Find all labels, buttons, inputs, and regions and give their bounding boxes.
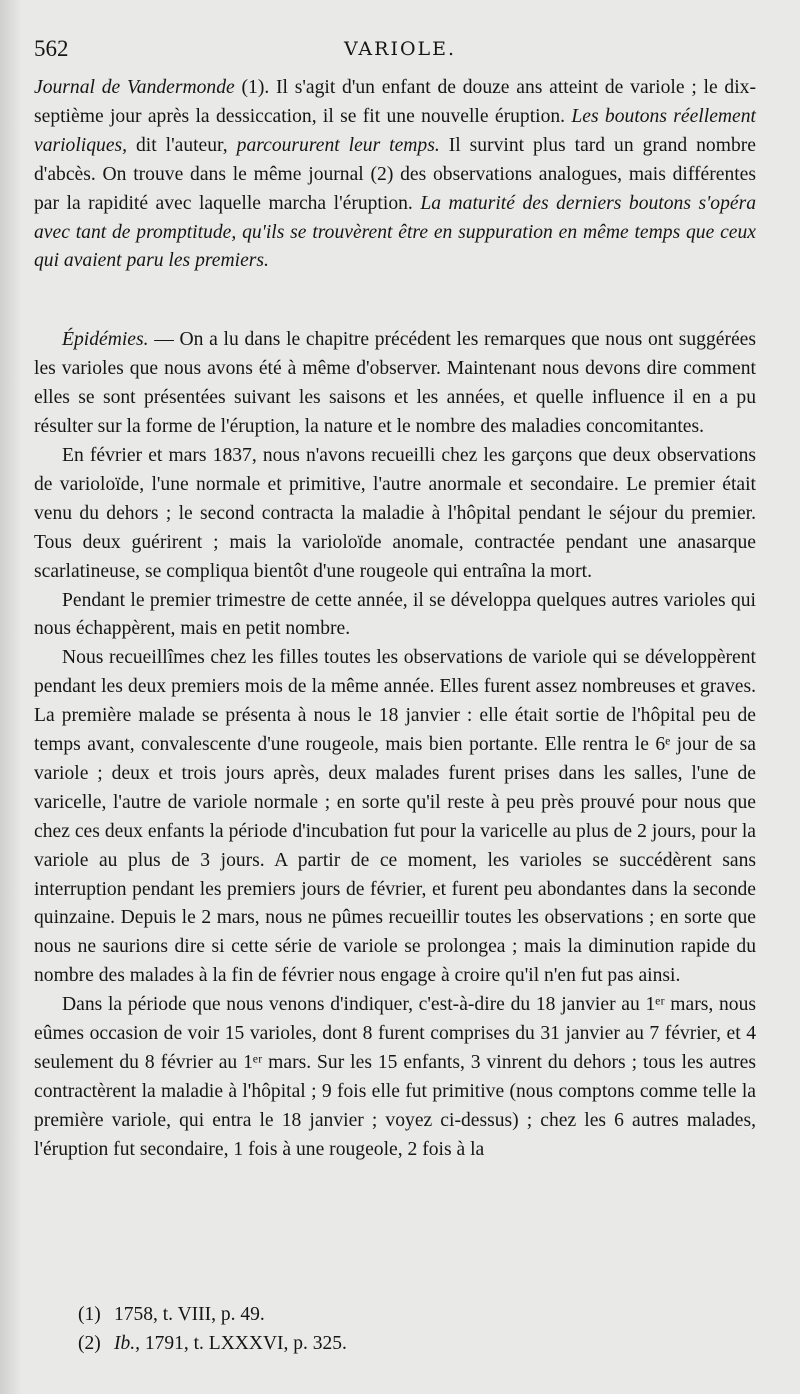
section-heading-epidemies: Épidémies. [62, 329, 149, 351]
page-header [34, 36, 760, 66]
paragraph-6: Dans la période que nous venons d'indiquer, c'est-à-dire du 18 janvier au 1ᵉʳ mars, nous eûmes occasion de voir 15 varioles, dont 8 furent comprises du 31 janvier au 7 février, et 4 seulement du 8 février au 1ᵉʳ mars. Sur les 15 enfants, 3 vinrent du dehors ; tous les autres contractèrent la maladie à l'hôpital ; 9 fois elle fut primitive (nous comptons comme telle la première variole, qui entra le 18 janvier ; voyez ci-dessus) ; chez les 6 autres malades, l'éruption fut secondaire, 1 fois à une rougeole, 2 fois à la [34, 994, 756, 1160]
footnote-abbrev: Ib., [114, 1333, 140, 1354]
journal-title: Journal de Vandermonde [34, 77, 235, 98]
footnotes [78, 1300, 638, 1358]
paragraph-4: Pendant le premier trimestre de cette année, il se développa quelques autres varioles qui nous échappèrent, mais en petit nombre. [34, 589, 756, 640]
paragraph-1: Journal de Vandermonde (1). Il s'agit d'un enfant de douze ans atteint de variole ; le dix-septième jour après la dessiccation, il se fit une nouvelle éruption. Les boutons réellement varioliques, dit l'auteur, parcoururent leur temps. Il survint plus tard un grand nombre d'abcès. On trouve dans le même journal (2) des observations analogues, mais différentes par la rapidité avec laquelle marcha l'éruption. La maturité des derniers boutons s'opéra avec tant de promptitude, qu'ils se trouvèrent être en suppuration en même temps que ceux qui avaient paru les premiers. [34, 77, 756, 272]
footnote-number: (2) [78, 1333, 101, 1354]
footnote-1 [78, 1300, 638, 1329]
page-number: 562 [34, 36, 69, 61]
body-text [34, 74, 756, 1165]
footnote-2 [78, 1329, 638, 1358]
running-head: VARIOLE. [344, 38, 457, 60]
paragraph-5: Nous recueillîmes chez les filles toutes les observations de variole qui se développèrent pendant les deux premiers mois de la même année. Elles furent assez nombreuses et graves. La première malade se présenta à nous le 18 janvier : elle était sortie de l'hôpital peu de temps avant, convalescente d'une rougeole, mais bien portante. Elle rentra le 6ᵉ jour de sa variole ; deux et trois jours après, deux malades furent prises dans les salles, l'une de varicelle, l'autre de variole normale ; en sorte qu'il reste à peu près prouvé pour nous que chez ces deux enfants la période d'incubation fut pour la varicelle au plus de 2 jours, pour la variole au plus de 3 jours. A partir de ce moment, les varioles se succédèrent sans interruption pendant les premiers jours de février, et furent peu abondantes dans la seconde quinzaine. Depuis le 2 mars, nous ne pûmes recueillir toutes les observations ; en sorte que nous ne saurions dire si cette série de variole se prolongea ; mais la diminution rapide du nombre des malades à la fin de février nous engage à croire qu'il n'en fut pas ainsi. [34, 647, 756, 987]
section-gap [34, 276, 756, 326]
footnote-text: 1758, t. VIII, p. 49. [114, 1304, 265, 1325]
paragraph-3: En février et mars 1837, nous n'avons recueilli chez les garçons que deux observations de varioloïde, l'une normale et primitive, l'autre anormale et secondaire. Le premier était venu du dehors ; le second contracta la maladie à l'hôpital pendant le séjour du premier. Tous deux guérirent ; mais la varioloïde anomale, contractée pendant une anasarque scarlatineuse, se compliqua bientôt d'une rougeole qui entraîna la mort. [34, 444, 756, 582]
footnote-number: (1) [78, 1304, 101, 1325]
page-gutter-shadow [0, 0, 22, 1394]
paragraph-epidemies: Épidémies. — On a lu dans le chapitre précédent les remarques que nous ont suggérées les varioles que nous avons été à même d'observer. Maintenant nous devons dire comment elles se sont présentées suivant les saisons et les années, et quelle influence il en a pu résulter sur la forme de l'éruption, la nature et le nombre des maladies concomitantes. [34, 329, 756, 438]
footnote-text: 1791, t. LXXXVI, p. 325. [140, 1333, 347, 1354]
